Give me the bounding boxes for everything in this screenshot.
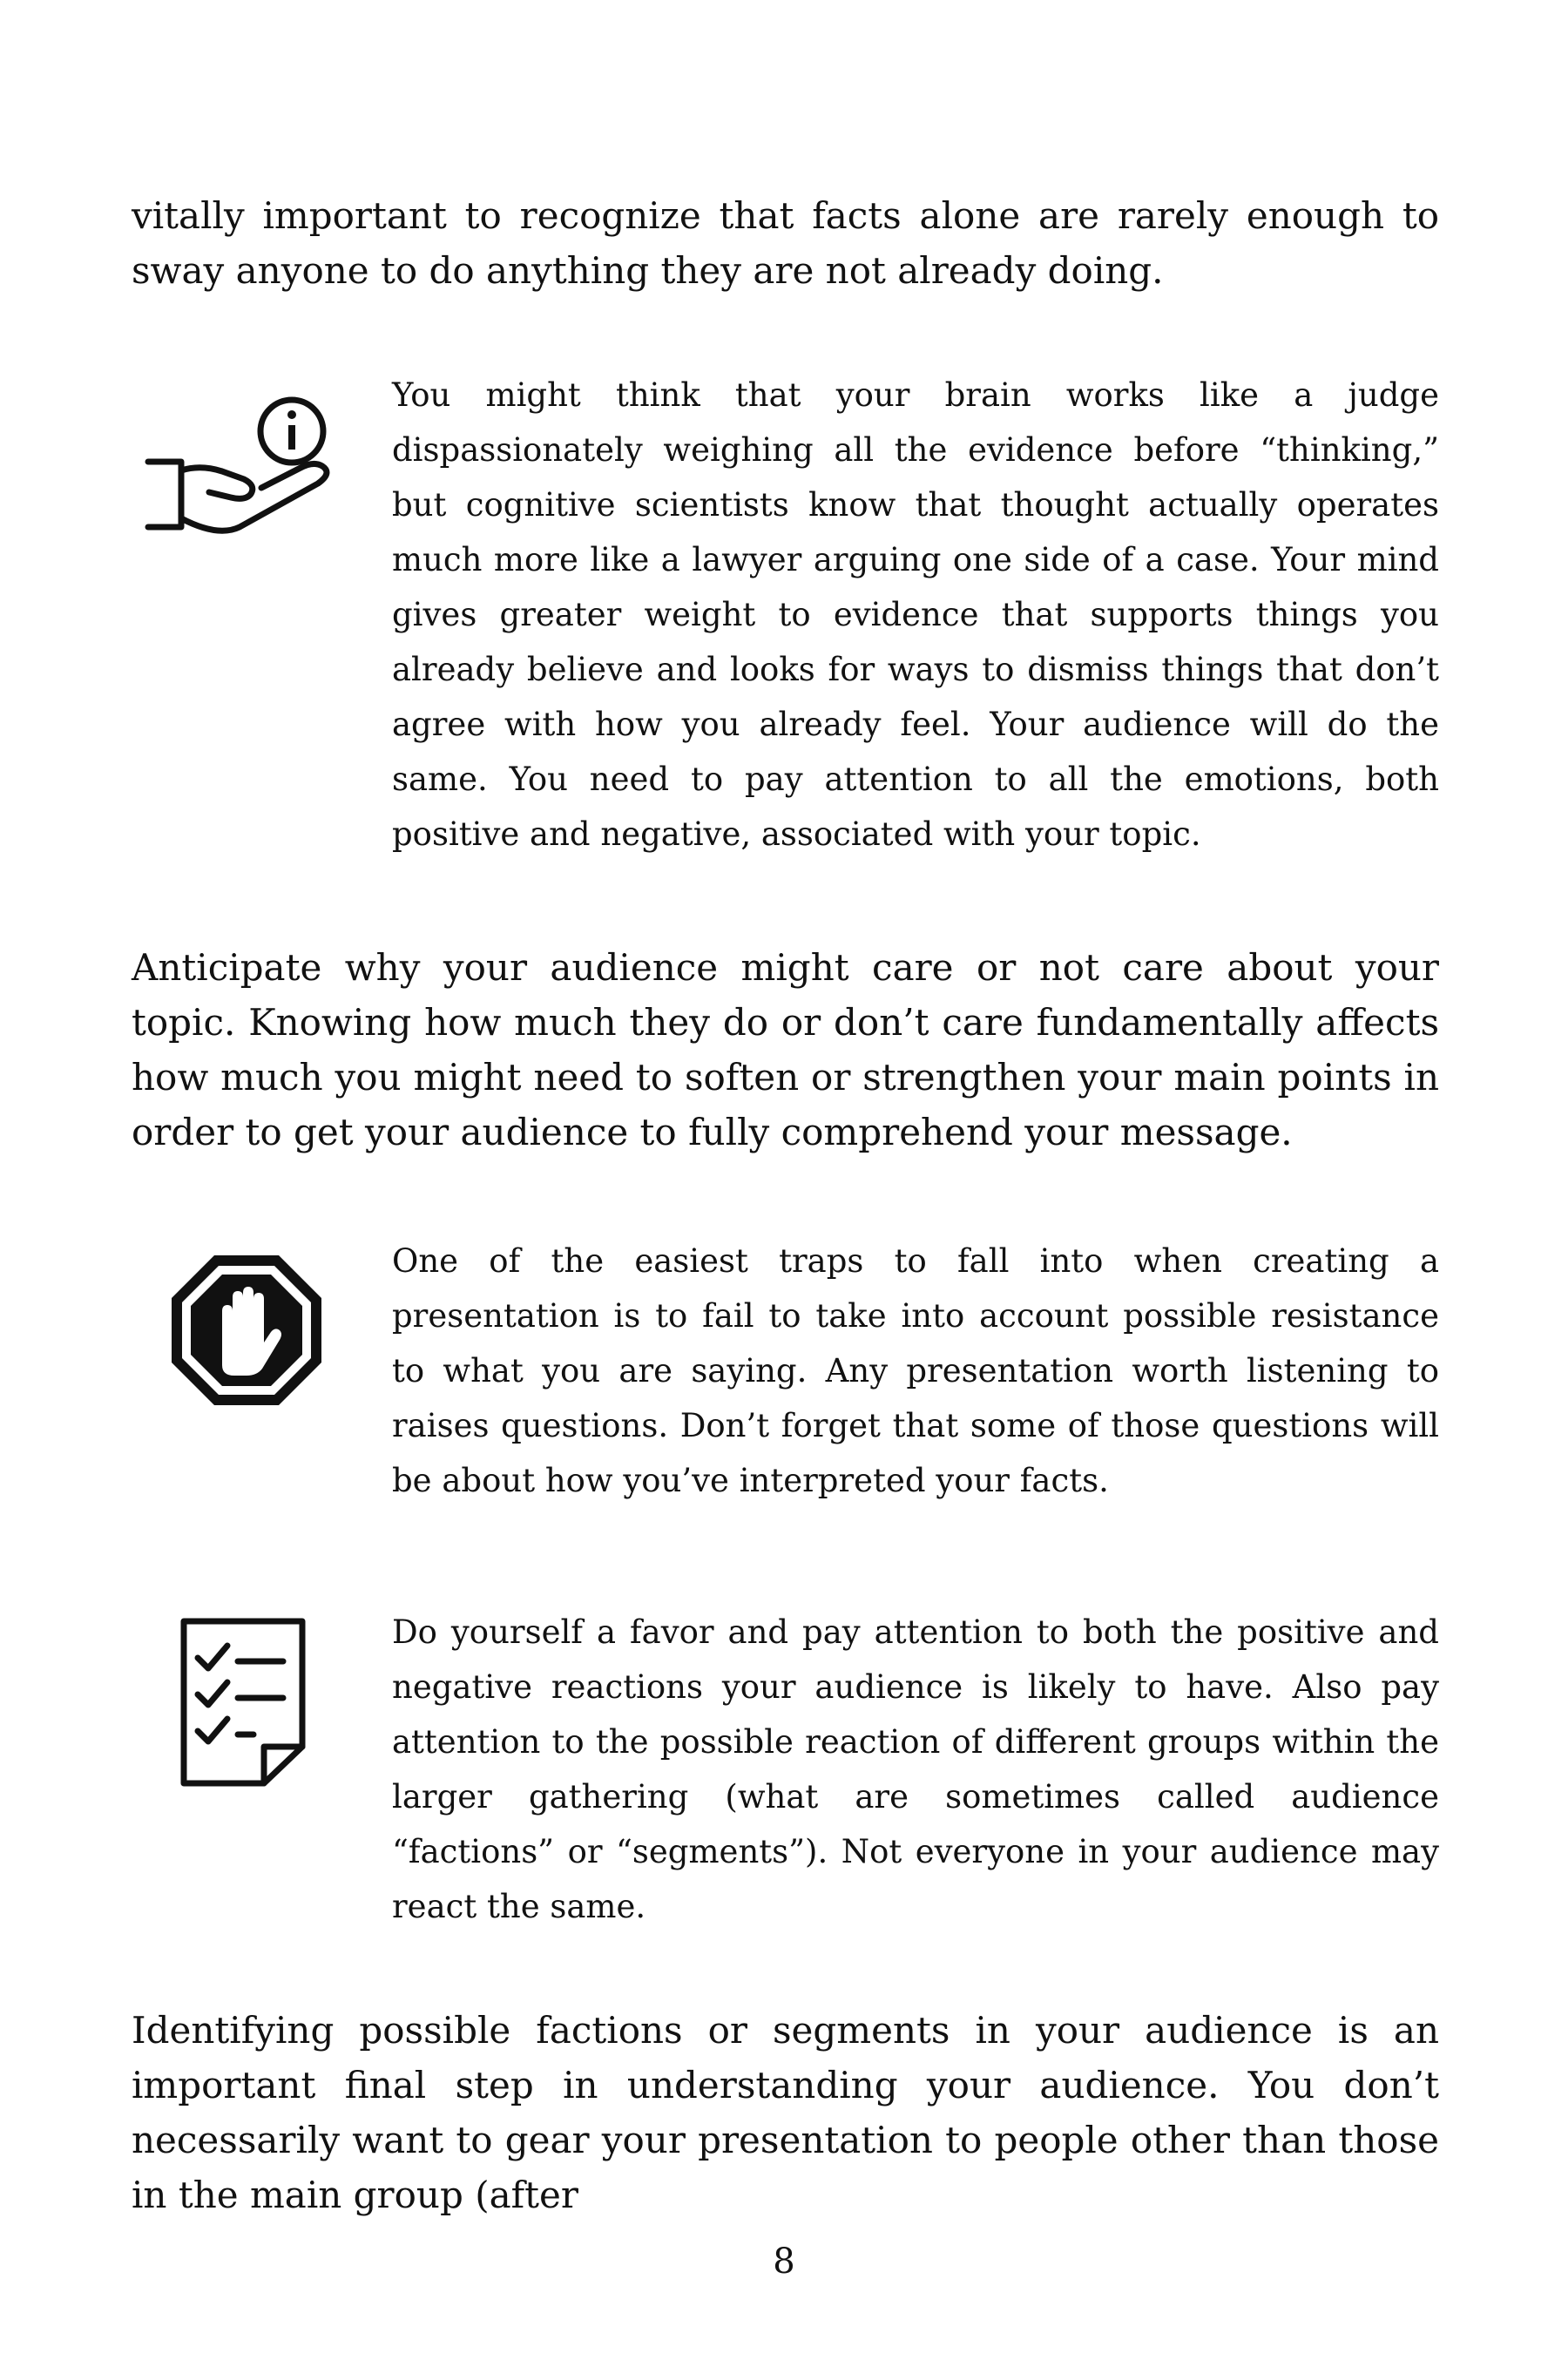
checklist-icon [179,1616,309,1790]
callout-text-resistance: One of the easiest traps to fall into when creating a presentation is to fail to take into account possible resistance to what you are saying. Any presentation worth listening to raises questions. Don’t forget that some of those questions will be about how you’ve interpreted your facts. [392,1242,1439,1499]
stop-hand-icon [168,1252,325,1409]
callout-text-judge: You might think that your brain works like a judge dispassionately weighing all the evidence before “thinking,” but cognitive scientists know that thought actually operates much more like a lawyer arguing one side of a case. Your mind gives greater weight to evidence that supports things you already believe and looks for ways to dismiss things that don’t agree with how you already feel. Your audience will do the same. You need to pay attention to all the emotions, both positive and negative, associated with your topic. [392,376,1439,853]
paragraph-factions: Identifying possible factions or segments in your audience is an important final step in understanding your audience. You don’t necessarily want to gear your presentation to people other than those in the main group (after [132,2009,1439,2216]
hand-info-icon [139,388,353,544]
paragraph-anticipate: Anticipate why your audience might care or not care about your topic. Knowing how much they do or don’t care fundamentally affects how much you might need to soften or strengthen your main points in order to get your audience to fully comprehend your message. [132,946,1439,1153]
paragraph-intro-end: vitally important to recognize that facts alone are rarely enough to sway anyone to do anything they are not already doing. [132,194,1439,292]
callout-text-reactions: Do yourself a favor and pay attention to both the positive and negative reactions your audience is likely to have. Also pay attention to the possible reaction of different groups within the larger gathering (what are sometimes called audience “factions” or “segments”). Not everyone in your audience may react the same. [392,1613,1439,1925]
page-number: 8 [773,2242,795,2282]
